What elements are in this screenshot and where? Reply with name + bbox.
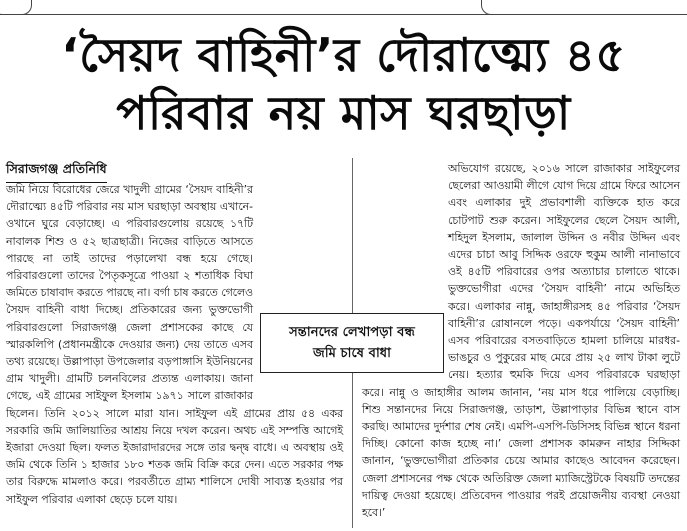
page-edge-frame-left: [0, 0, 32, 15]
pull-quote-line-2: জমি চাষে বাধা: [313, 346, 391, 361]
headline-line-1: ‘সৈয়দ বাহিনী’র দৌরাত্ম্যে ৪৫: [61, 28, 626, 82]
pull-quote: [260, 313, 444, 373]
page-edge-frame-right: [481, 0, 687, 15]
headline: [0, 26, 687, 142]
pull-quote-line-1: সন্তানদের লেখাপড়া বন্ধ: [289, 325, 415, 340]
byline: সিরাজগঞ্জ প্রতিনিধি: [6, 161, 107, 183]
article-text-left: জমি নিয়ে বিরোধের জেরে খাদুলী গ্রামের ‘সৈয়দ বাহিনী’র দৌরাত্ম্যে ৪৫টি পরিবার নয় মাস ঘরছাড়া অবস্থায় এখানে-ওখানে ঘুরে বেড়াচ্ছে। এ পরিবারগুলোয় রয়েছে ১৭টি নাবালক শিশু ও ৫২ ছাত্রছাত্রী। নিজের বাড়িতে আসতে পারছে না তাই তাদের পড়ালেখা বন্ধ হয়ে গেছে। পরিবারগুলো তাদের পৈতৃকসূত্রে পাওয়া ২ শতাধিক বিঘা জমিতে চাষাবাদ করতে পারছে না। বর্গা চাষ করতে গেলেও সৈয়দ বাহিনী বাধা দিচ্ছে। প্রতিকারের জন্য ভুক্তভোগী পরিবারগুলো সিরাজগঞ্জ জেলা প্রশাসকের কাছে যে স্মারকলিপি (প্রধানমন্ত্রীকে দেওয়ার জন্য) দেয় তাতে এসব তথ্য রয়েছে। উল্লাপাড়া উপজেলার বড়পাঙ্গাসি ইউনিয়নের গ্রাম খাদুলী। গ্রামটি চলনবিলের প্রত্যন্ত এলাকায়। জানা গেছে, এই গ্রামের সাইফুল ইসলাম ১৯৭১ সালে রাজাকার ছিলেন। তিনি ২০১২ সালে মারা যান। সাইফুল এই গ্রামের প্রায় ৫৪ একর সরকারি জমি জালিয়াতির আশ্রয় নিয়ে দখল করেন। অথচ এই সম্পত্তি আগেই ইজারা দেওয়া ছিল। ফলত ইজারাদারদের সঙ্গে তার দ্বন্দ্ব বাধে। এ অবস্থায় ওই জমি থেকে তিনি ১ হাজার ১৮০ শতক জমি বিক্রি করে দেন। এতে সরকার পক্ষ তার বিরুদ্ধে মামলাও করে। পরবর্তীতে গ্রাম্য শালিসে দোষী সাব্যস্ত হওয়ার পর সাইফুল পরিবার এলাকা ছেড়ে চলে যায়।: [6, 183, 343, 506]
headline-line-2: পরিবার নয় মাস ঘরছাড়া: [116, 86, 571, 140]
article-text-right: অভিযোগ রয়েছে, ২০১৬ সালে রাজাকার সাইফুলের ছেলেরা আওয়ামী লীগে যোগ দিয়ে গ্রামে ফিরে আসেন এবং এলাকার দুই প্রভাবশালী ব্যক্তিকে হাত করে চোটপাট শুরু করেন। সাইফুলের ছেলে সৈয়দ আলী, শহিদুল ইসলাম, জালাল উদ্দিন ও নবীর উদ্দিন এবং এদের চাচা আবু সিদ্দিক ওরফে হুকুম আলী নানাভাবে ওই ৪৫টি পরিবারের ওপর অত্যাচার চালাতে থাকে। ভুক্তভোগীরা এদের ‘সৈয়দ বাহিনী’ নামে অভিহিত করে। এলাকার নান্নু, জাহাঙ্গীরসহ ৪৫ পরিবার ‘সৈয়দ বাহিনী’র রোষানলে পড়ে। একপর্যায়ে ‘সৈয়দ বাহিনী’ এসব পরিবারের বসতবাড়িতে হামলা চালিয়ে মারধর-ভাঙচুর ও পুকুরের মাছ মেরে প্রায় ২৫ লাখ টাকা লুটে নেয়। হত্যার হুমকি দিয়ে এসব পরিবারকে ঘরছাড়া করে। নান্নু ও জাহাঙ্গীর আলম জানান, ‘নয় মাস ধরে পালিয়ে বেড়াচ্ছি। শিশু সন্তানদের নিয়ে সিরাজগঞ্জ, তাড়াশ, উল্লাপাড়ার বিভিন্ন স্থানে বাস করছি। আমাদের দুর্দশার শেষ নেই। এমপি-এসপি-ডিসিসহ বিভিন্ন স্থানে ধরনা দিচ্ছি। কোনো কাজ হচ্ছে না।’ জেলা প্রশাসক কামরুন নাহার সিদ্দিকা জানান, ‘ভুক্তভোগীরা প্রতিকার চেয়ে আমার কাছেও আবেদন করেছেন। জেলা প্রশাসনের পক্ষ থেকে অতিরিক্ত জেলা ম্যাজিস্ট্রেটকে বিষয়টি তদন্তের দায়িত্ব দেওয়া হয়েছে। প্রতিবেদন পাওয়ার পরই প্রয়োজনীয় ব্যবস্থা নেওয়া হবে।’: [362, 162, 680, 520]
